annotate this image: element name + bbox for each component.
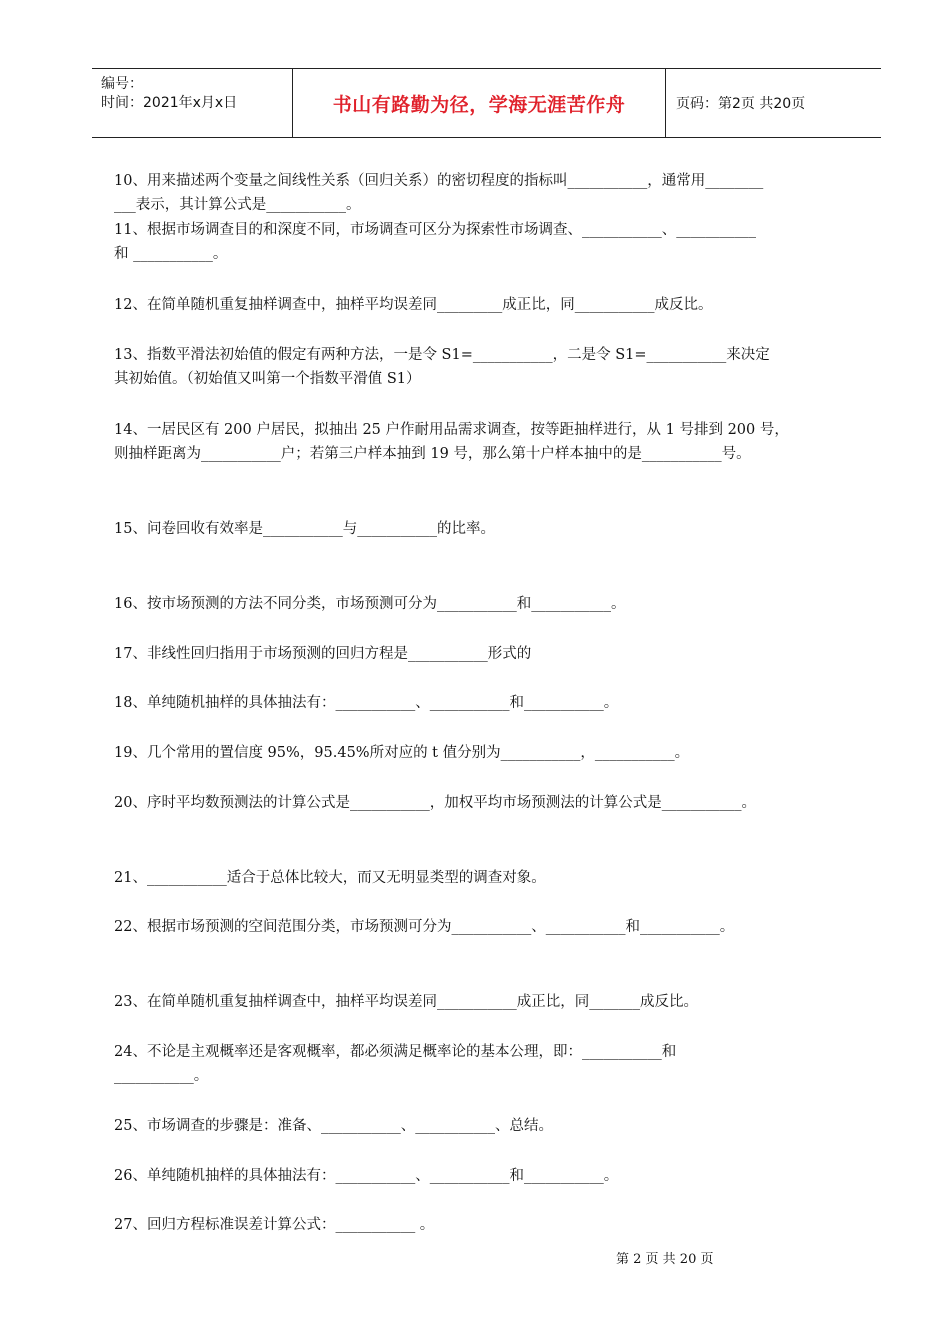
question-16 <box>114 592 864 616</box>
question-24 <box>114 1040 864 1088</box>
question-line: 27、回归方程标准误差计算公式：___________ 。 <box>114 1217 435 1233</box>
question-line: 其初始值。（初始值又叫第一个指数平滑值 S1） <box>114 371 421 387</box>
number-label: 编号： <box>101 76 143 92</box>
question-line: 19、几个常用的置信度 95%，95.45%所对应的 t 值分别为___________，___________。 <box>114 745 690 761</box>
question-19 <box>114 741 864 765</box>
motto-text: 书山有路勤为径，学海无涯苦作舟 <box>332 93 626 116</box>
question-21 <box>114 866 864 890</box>
question-line: 则抽样距离为___________户；若第三户样本抽到 19 号，那么第十户样本抽中的是___________号。 <box>114 446 751 462</box>
question-line: 25、市场调查的步骤是：准备、___________、___________、总结。 <box>114 1118 553 1134</box>
question-line: 14、一居民区有 200 户居民，拟抽出 25 户作耐用品需求调查，按等距抽样进行，从 1 号排到 200 号， <box>114 422 789 438</box>
question-line: 26、单纯随机抽样的具体抽法有：___________、___________和___________。 <box>114 1168 619 1184</box>
question-27 <box>114 1213 864 1237</box>
header-left-cell <box>92 69 293 137</box>
question-20 <box>114 791 864 815</box>
question-17 <box>114 642 864 666</box>
question-26 <box>114 1164 864 1188</box>
question-line: 17、非线性回归指用于市场预测的回归方程是___________形式的 <box>114 646 532 662</box>
time-label: 时间：2021年x月x日 <box>101 95 238 111</box>
question-line: 20、序时平均数预测法的计算公式是___________，加权平均市场预测法的计算公式是___________。 <box>114 795 756 811</box>
question-14 <box>114 418 864 466</box>
page-info: 页码：第2页 共20页 <box>676 96 806 112</box>
question-line: 16、按市场预测的方法不同分类，市场预测可分为___________和___________。 <box>114 596 626 612</box>
question-line: 13、指数平滑法初始值的假定有两种方法，一是令 S1=___________，二是令 S1=___________来决定 <box>114 347 770 363</box>
question-line: ___________。 <box>114 1068 209 1084</box>
question-line: 15、问卷回收有效率是___________与___________的比率。 <box>114 521 495 537</box>
question-11 <box>114 218 864 266</box>
question-line: 18、单纯随机抽样的具体抽法有：___________、___________和___________。 <box>114 695 619 711</box>
question-25 <box>114 1114 864 1138</box>
page-footer: 第 2 页 共 20 页 <box>616 1252 714 1267</box>
question-23 <box>114 990 864 1014</box>
question-15 <box>114 517 864 541</box>
question-13 <box>114 343 864 391</box>
header-table <box>92 68 881 138</box>
question-line: 21、___________适合于总体比较大，而又无明显类型的调查对象。 <box>114 870 546 886</box>
question-line: 11、根据市场调查目的和深度不同，市场调查可区分为探索性市场调查、___________、___________ <box>114 222 756 238</box>
question-line: 和 ___________。 <box>114 246 228 262</box>
question-line: ___表示，其计算公式是___________。 <box>114 197 361 213</box>
question-12 <box>114 293 864 317</box>
question-line: 12、在简单随机重复抽样调查中，抽样平均误差同_________成正比，同___________成反比。 <box>114 297 713 313</box>
question-10 <box>114 169 864 217</box>
header-middle-cell <box>293 69 666 137</box>
question-18 <box>114 691 864 715</box>
header-right-cell <box>666 69 881 137</box>
question-line: 23、在简单随机重复抽样调查中，抽样平均误差同___________成正比，同_______成反比。 <box>114 994 698 1010</box>
question-22 <box>114 915 864 939</box>
question-line: 24、不论是主观概率还是客观概率，都必须满足概率论的基本公理，即：___________和 <box>114 1044 677 1060</box>
question-line: 10、用来描述两个变量之间线性关系（回归关系）的密切程度的指标叫___________，通常用________ <box>114 173 764 189</box>
question-line: 22、根据市场预测的空间范围分类，市场预测可分为___________、___________和___________。 <box>114 919 735 935</box>
